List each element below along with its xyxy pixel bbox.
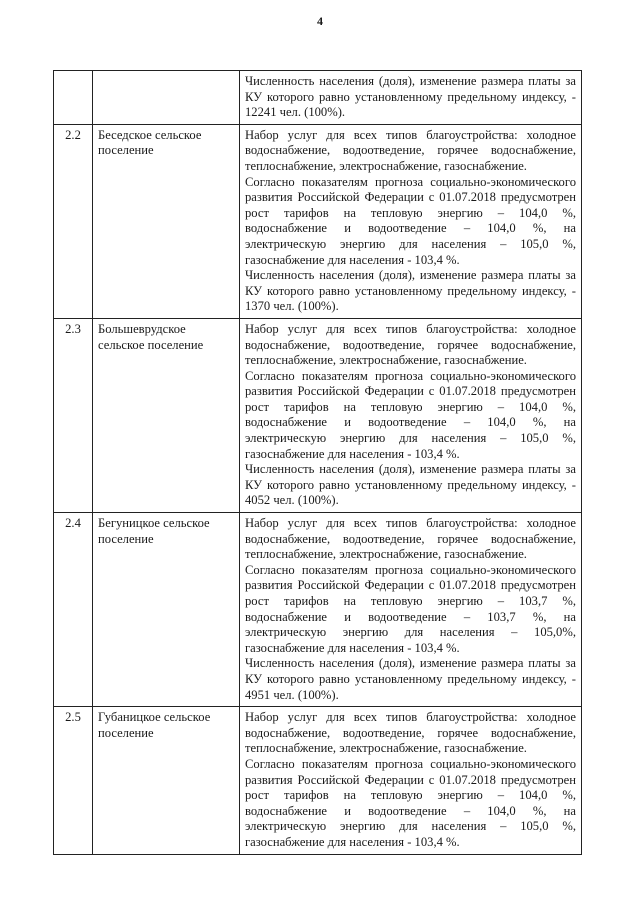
row-name-cell [93,71,240,125]
table-row [54,513,582,707]
row-number: 2.2 [54,124,93,318]
forecast-text: Согласно показателям прогноза социально-экономического развития Российской Федерации с 01.07.2018 предусмотрен рост тарифов на тепловую энергию – 104,0 %, водоснабжение и водоотведение – 104,0 %, на электрическую энергию для населения – 105,0 %, газоснабжение для населения - 103,4 %. [245,368,576,461]
table-row [54,318,582,512]
table-row [54,124,582,318]
row-text-cell [240,318,582,512]
population-text: Численность населения (доля), изменение размера платы за КУ которого равно установленному предельному индексу, - 4052 чел. (100%). [245,462,576,508]
forecast-text: Согласно показателям прогноза социально-экономического развития Российской Федерации с 01.07.2018 предусмотрен рост тарифов на тепловую энергию – 104,0 %, водоснабжение и водоотведение – 104,0 %, на электрическую энергию для населения – 105,0 %, газоснабжение для населения - 103,4 %. [245,174,576,267]
row-text-cell [240,124,582,318]
settlement-name: Губаницкое сельское поселение [93,707,240,854]
table-row [54,707,582,854]
forecast-text: Согласно показателям прогноза социально-экономического развития Российской Федерации с 01.07.2018 предусмотрен рост тарифов на тепловую энергию – 103,7 %, водоснабжение и водоотведение – 103,7 %, на электрическую энергию для населения – 105,0%, газоснабжение для населения - 103,4 %. [245,562,576,655]
row-number: 2.3 [54,318,93,512]
table-row-continuation [54,71,582,125]
row-number: 2.5 [54,707,93,854]
settlement-name: Бегуницкое сельское поселение [93,513,240,707]
page-number: 4 [317,14,323,28]
settlement-name: Большеврудское сельское поселение [93,318,240,512]
population-text: Численность населения (доля), изменение размера платы за КУ которого равно установленному предельному индексу, - 12241 чел. (100%). [245,74,576,120]
forecast-text: Согласно показателям прогноза социально-экономического развития Российской Федерации с 01.07.2018 предусмотрен рост тарифов на тепловую энергию – 104,0 %, водоснабжение и водоотведение – 104,0 %, на электрическую энергию для населения – 105,0 %, газоснабжение для населения - 103,4 %. [245,756,576,849]
population-text: Численность населения (доля), изменение размера платы за КУ которого равно установленному предельному индексу, - 4951 чел. (100%). [245,656,576,702]
settlement-name: Беседское сельское поселение [93,124,240,318]
population-text: Численность населения (доля), изменение размера платы за КУ которого равно установленному предельному индексу, - 1370 чел. (100%). [245,268,576,314]
document-table [53,70,582,855]
services-text: Набор услуг для всех типов благоустройства: холодное водоснабжение, водоотведение, горячее водоснабжение, теплоснабжение, электроснабжение, газоснабжение. [245,710,576,756]
row-number: 2.4 [54,513,93,707]
row-number-cell [54,71,93,125]
services-text: Набор услуг для всех типов благоустройства: холодное водоснабжение, водоотведение, горячее водоснабжение, теплоснабжение, электроснабжение, газоснабжение. [245,516,576,562]
services-text: Набор услуг для всех типов благоустройства: холодное водоснабжение, водоотведение, горячее водоснабжение, теплоснабжение, электроснабжение, газоснабжение. [245,321,576,368]
row-text-cell [240,707,582,854]
row-text-cell [240,71,582,125]
row-text-cell [240,513,582,707]
services-text: Набор услуг для всех типов благоустройства: холодное водоснабжение, водоотведение, горячее водоснабжение, теплоснабжение, электроснабжение, газоснабжение. [245,127,576,173]
